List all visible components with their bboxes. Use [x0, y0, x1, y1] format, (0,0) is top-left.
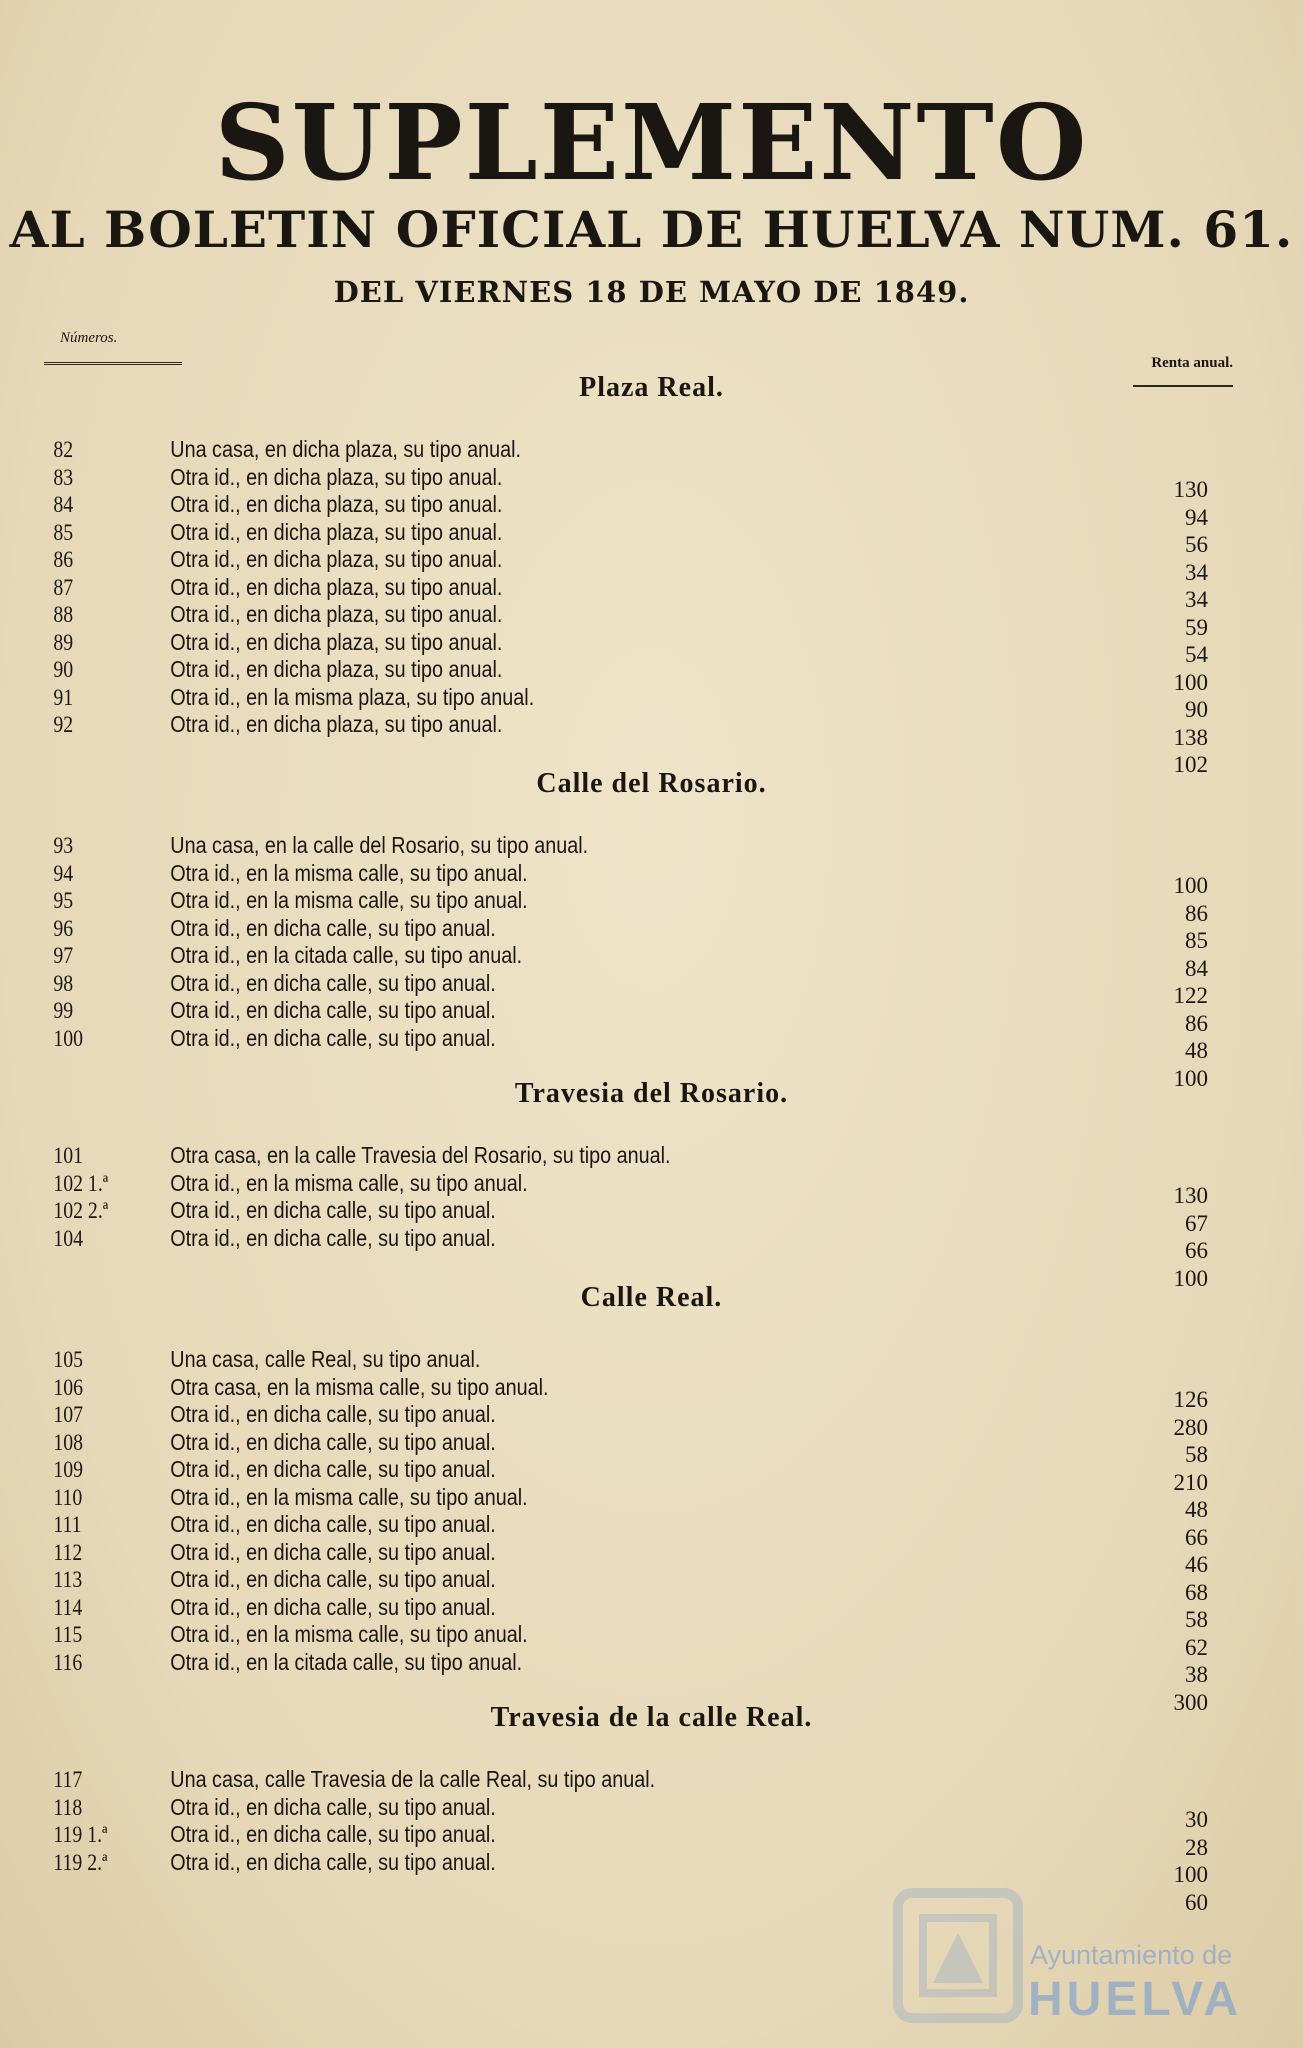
item-description: Otra id., en la citada calle, su tipo anual. [170, 942, 523, 968]
item-description: Una casa, calle Real, su tipo anual. [170, 1346, 481, 1372]
list-item [0, 832, 1273, 860]
item-number: 112 [53, 1539, 83, 1565]
item-number: 119 2.ª [53, 1849, 108, 1875]
list-item [0, 574, 1273, 602]
section-rows [0, 436, 1303, 777]
rent-value: 100 [1173, 1862, 1208, 1887]
item-description: Otra id., en dicha calle, su tipo anual. [170, 1024, 496, 1051]
rent-value: 34 [1185, 587, 1208, 612]
item-description: Otra id., en dicha calle, su tipo anual. [170, 997, 496, 1023]
item-number: 95 [53, 888, 74, 913]
list-item [0, 1621, 1273, 1649]
item-number: 84 [53, 492, 74, 517]
list-item [0, 997, 1273, 1025]
document-title: SUPLEMENTO [214, 81, 1089, 204]
item-number: 82 [53, 437, 74, 462]
list-item [0, 1566, 1273, 1594]
item-description: Otra id., en dicha calle, su tipo anual. [170, 1593, 496, 1620]
list-item [0, 1225, 1273, 1253]
list-item [0, 1346, 1273, 1374]
document-subtitle: AL BOLETIN OFICIAL DE HUELVA NUM. 61. [9, 200, 1294, 259]
item-description: Otra id., en dicha plaza, su tipo anual. [170, 518, 503, 545]
rent-value: 100 [1173, 1265, 1208, 1291]
item-description: Una casa, en dicha plaza, su tipo anual. [170, 436, 522, 462]
section [0, 764, 1303, 1091]
item-number: 118 [53, 1794, 83, 1820]
item-description: Otra id., en dicha calle, su tipo anual. [170, 1538, 496, 1565]
list-item [0, 1539, 1273, 1567]
item-description: Otra casa, en la calle Travesia del Rosario, su tipo anual. [170, 1142, 671, 1168]
list-item [0, 1649, 1273, 1677]
item-number: 89 [53, 629, 74, 655]
section [0, 1074, 1303, 1291]
rent-value: 130 [1173, 1183, 1208, 1208]
rent-value: 48 [1185, 1038, 1208, 1063]
column-header-numbers: Números. [60, 330, 118, 346]
item-description: Otra id., en dicha calle, su tipo anual. [170, 1224, 496, 1251]
section [0, 1278, 1303, 1715]
list-item [0, 887, 1273, 915]
item-number: 99 [53, 998, 74, 1023]
list-item [0, 491, 1273, 519]
list-item [0, 1821, 1273, 1849]
section-title: Travesia del Rosario. [514, 1078, 789, 1109]
rent-value: 38 [1185, 1662, 1208, 1687]
list-item [0, 1142, 1273, 1170]
list-item [0, 1766, 1273, 1794]
item-description: Otra id., en la misma calle, su tipo anual. [170, 1169, 528, 1196]
list-item [0, 436, 1273, 464]
rent-column [1118, 872, 1208, 1092]
item-description: Una casa, en la calle del Rosario, su tipo anual. [170, 832, 589, 858]
item-number: 116 [53, 1649, 83, 1675]
item-number: 100 [53, 1025, 83, 1051]
column-rule-left [44, 362, 182, 365]
section-title: Calle del Rosario. [536, 768, 767, 799]
rent-value: 58 [1185, 1607, 1208, 1632]
list-item [0, 464, 1273, 492]
rent-value: 90 [1185, 697, 1208, 722]
item-description: Otra id., en dicha calle, su tipo anual. [170, 969, 496, 996]
list-item [0, 970, 1273, 998]
rent-value: 86 [1185, 1010, 1208, 1036]
rent-value: 85 [1185, 928, 1208, 953]
item-number: 117 [53, 1767, 83, 1792]
item-number: 85 [53, 519, 74, 545]
rent-value: 138 [1173, 724, 1208, 750]
rent-value: 100 [1173, 1065, 1208, 1091]
section-rows [0, 1766, 1303, 1915]
list-item [0, 711, 1273, 739]
item-description: Otra id., en dicha plaza, su tipo anual. [170, 573, 503, 600]
item-number: 83 [53, 464, 74, 490]
rent-value: 58 [1185, 1442, 1208, 1467]
section [0, 368, 1303, 777]
item-description: Otra id., en la misma calle, su tipo anual. [170, 887, 528, 913]
rent-value: 48 [1185, 1497, 1208, 1522]
list-item [0, 1401, 1273, 1429]
item-description: Otra id., en la misma calle, su tipo anual. [170, 1483, 528, 1510]
item-number: 110 [53, 1484, 83, 1510]
rent-value: 46 [1185, 1552, 1208, 1577]
item-number: 115 [53, 1622, 83, 1647]
list-item [0, 1197, 1273, 1225]
rent-column [1118, 476, 1208, 779]
section [0, 1698, 1303, 1915]
rent-column [1118, 1182, 1208, 1292]
item-description: Otra id., en dicha calle, su tipo anual. [170, 1793, 496, 1820]
list-item [0, 629, 1273, 657]
list-item [0, 519, 1273, 547]
item-description: Otra id., en dicha plaza, su tipo anual. [170, 656, 503, 682]
item-description: Otra id., en dicha plaza, su tipo anual. [170, 491, 503, 517]
list-item [0, 601, 1273, 629]
item-number: 105 [53, 1347, 83, 1372]
item-number: 101 [53, 1143, 83, 1168]
item-number: 92 [53, 712, 74, 737]
rent-value: 122 [1173, 983, 1208, 1008]
item-description: Otra id., en la misma calle, su tipo anual. [170, 1621, 528, 1647]
rent-value: 62 [1185, 1634, 1208, 1660]
item-number: 94 [53, 860, 74, 886]
item-number: 102 2.ª [53, 1198, 109, 1223]
rent-value: 60 [1185, 1889, 1208, 1915]
item-number: 90 [53, 657, 74, 682]
section-rows [0, 1142, 1303, 1291]
watermark-line-2: HUELVA [1028, 1973, 1243, 2026]
item-description: Otra id., en dicha plaza, su tipo anual. [170, 546, 503, 572]
item-description: Otra id., en dicha plaza, su tipo anual. [170, 601, 503, 627]
item-number: 107 [53, 1402, 83, 1427]
list-item [0, 1429, 1273, 1457]
item-number: 113 [53, 1567, 83, 1592]
item-description: Otra id., en dicha calle, su tipo anual. [170, 1197, 496, 1223]
rent-value: 67 [1185, 1210, 1208, 1236]
list-item [0, 1374, 1273, 1402]
list-item [0, 860, 1273, 888]
item-number: 98 [53, 970, 74, 996]
list-item [0, 1511, 1273, 1539]
item-description: Otra id., en dicha calle, su tipo anual. [170, 1821, 496, 1847]
item-number: 86 [53, 547, 74, 572]
item-number: 91 [53, 684, 74, 710]
section-title: Plaza Real. [579, 372, 724, 403]
rent-column [1118, 1386, 1208, 1716]
item-number: 104 [53, 1225, 83, 1251]
item-description: Otra id., en dicha plaza, su tipo anual. [170, 463, 503, 490]
column-header-rent: Renta anual. [1151, 355, 1233, 371]
item-description: Otra id., en dicha plaza, su tipo anual. [170, 711, 503, 737]
rent-value: 300 [1173, 1689, 1208, 1715]
item-description: Otra id., en la misma calle, su tipo anual. [170, 859, 528, 886]
item-description: Otra id., en dicha calle, su tipo anual. [170, 914, 496, 941]
rent-value: 100 [1173, 873, 1208, 898]
list-item [0, 1484, 1273, 1512]
rent-value: 126 [1173, 1387, 1208, 1412]
list-item [0, 1456, 1273, 1484]
rent-value: 66 [1185, 1238, 1208, 1263]
rent-value: 68 [1185, 1579, 1208, 1605]
list-item [0, 546, 1273, 574]
item-number: 109 [53, 1457, 83, 1482]
item-description: Otra id., en dicha calle, su tipo anual. [170, 1428, 496, 1455]
rent-value: 130 [1173, 477, 1208, 502]
list-item [0, 1794, 1273, 1822]
list-item [0, 684, 1273, 712]
item-description: Otra id., en dicha calle, su tipo anual. [170, 1566, 496, 1592]
rent-value: 54 [1185, 642, 1208, 667]
item-number: 93 [53, 833, 74, 858]
section-title: Calle Real. [580, 1282, 723, 1313]
item-number: 96 [53, 915, 74, 941]
item-description: Otra id., en dicha plaza, su tipo anual. [170, 628, 503, 655]
list-item [0, 1849, 1273, 1877]
rent-value: 66 [1185, 1524, 1208, 1550]
item-number: 114 [53, 1594, 83, 1620]
item-number: 87 [53, 574, 74, 600]
document-date-line: DEL VIERNES 18 DE MAYO DE 1849. [333, 275, 970, 309]
rent-value: 94 [1185, 504, 1208, 530]
rent-value: 102 [1173, 752, 1208, 777]
list-item [0, 1025, 1273, 1053]
section-rows [0, 1346, 1303, 1715]
item-number: 108 [53, 1429, 83, 1455]
item-description: Otra id., en dicha calle, su tipo anual. [170, 1401, 496, 1427]
item-description: Otra casa, en la misma calle, su tipo anual. [170, 1373, 549, 1400]
rent-value: 100 [1173, 669, 1208, 695]
item-description: Otra id., en dicha calle, su tipo anual. [170, 1511, 496, 1537]
section-title: Travesia de la calle Real. [490, 1702, 813, 1733]
rent-value: 210 [1173, 1469, 1208, 1495]
rent-value: 30 [1185, 1807, 1208, 1832]
list-item [0, 942, 1273, 970]
item-description: Otra id., en dicha calle, su tipo anual. [170, 1848, 496, 1875]
item-description: Otra id., en la misma plaza, su tipo anual. [170, 683, 535, 710]
rent-value: 56 [1185, 532, 1208, 557]
rent-value: 86 [1185, 900, 1208, 926]
watermark-line-1: Ayuntamiento de [1030, 1940, 1233, 1970]
rent-value: 28 [1185, 1834, 1208, 1860]
item-number: 88 [53, 602, 74, 627]
item-description: Una casa, calle Travesia de la calle Real, su tipo anual. [170, 1766, 656, 1792]
item-number: 119 1.ª [53, 1822, 108, 1847]
item-number: 102 1.ª [53, 1170, 109, 1196]
list-item [0, 656, 1273, 684]
item-number: 106 [53, 1374, 83, 1400]
rent-value: 84 [1185, 955, 1208, 981]
item-description: Otra id., en dicha calle, su tipo anual. [170, 1456, 496, 1482]
list-item [0, 915, 1273, 943]
list-item [0, 1594, 1273, 1622]
rent-value: 59 [1185, 614, 1208, 640]
section-rows [0, 832, 1303, 1091]
item-number: 97 [53, 943, 74, 968]
item-description: Otra id., en la citada calle, su tipo anual. [170, 1648, 523, 1675]
list-item [0, 1170, 1273, 1198]
item-number: 111 [53, 1512, 82, 1537]
rent-value: 280 [1173, 1414, 1208, 1440]
rent-value: 34 [1185, 559, 1208, 585]
